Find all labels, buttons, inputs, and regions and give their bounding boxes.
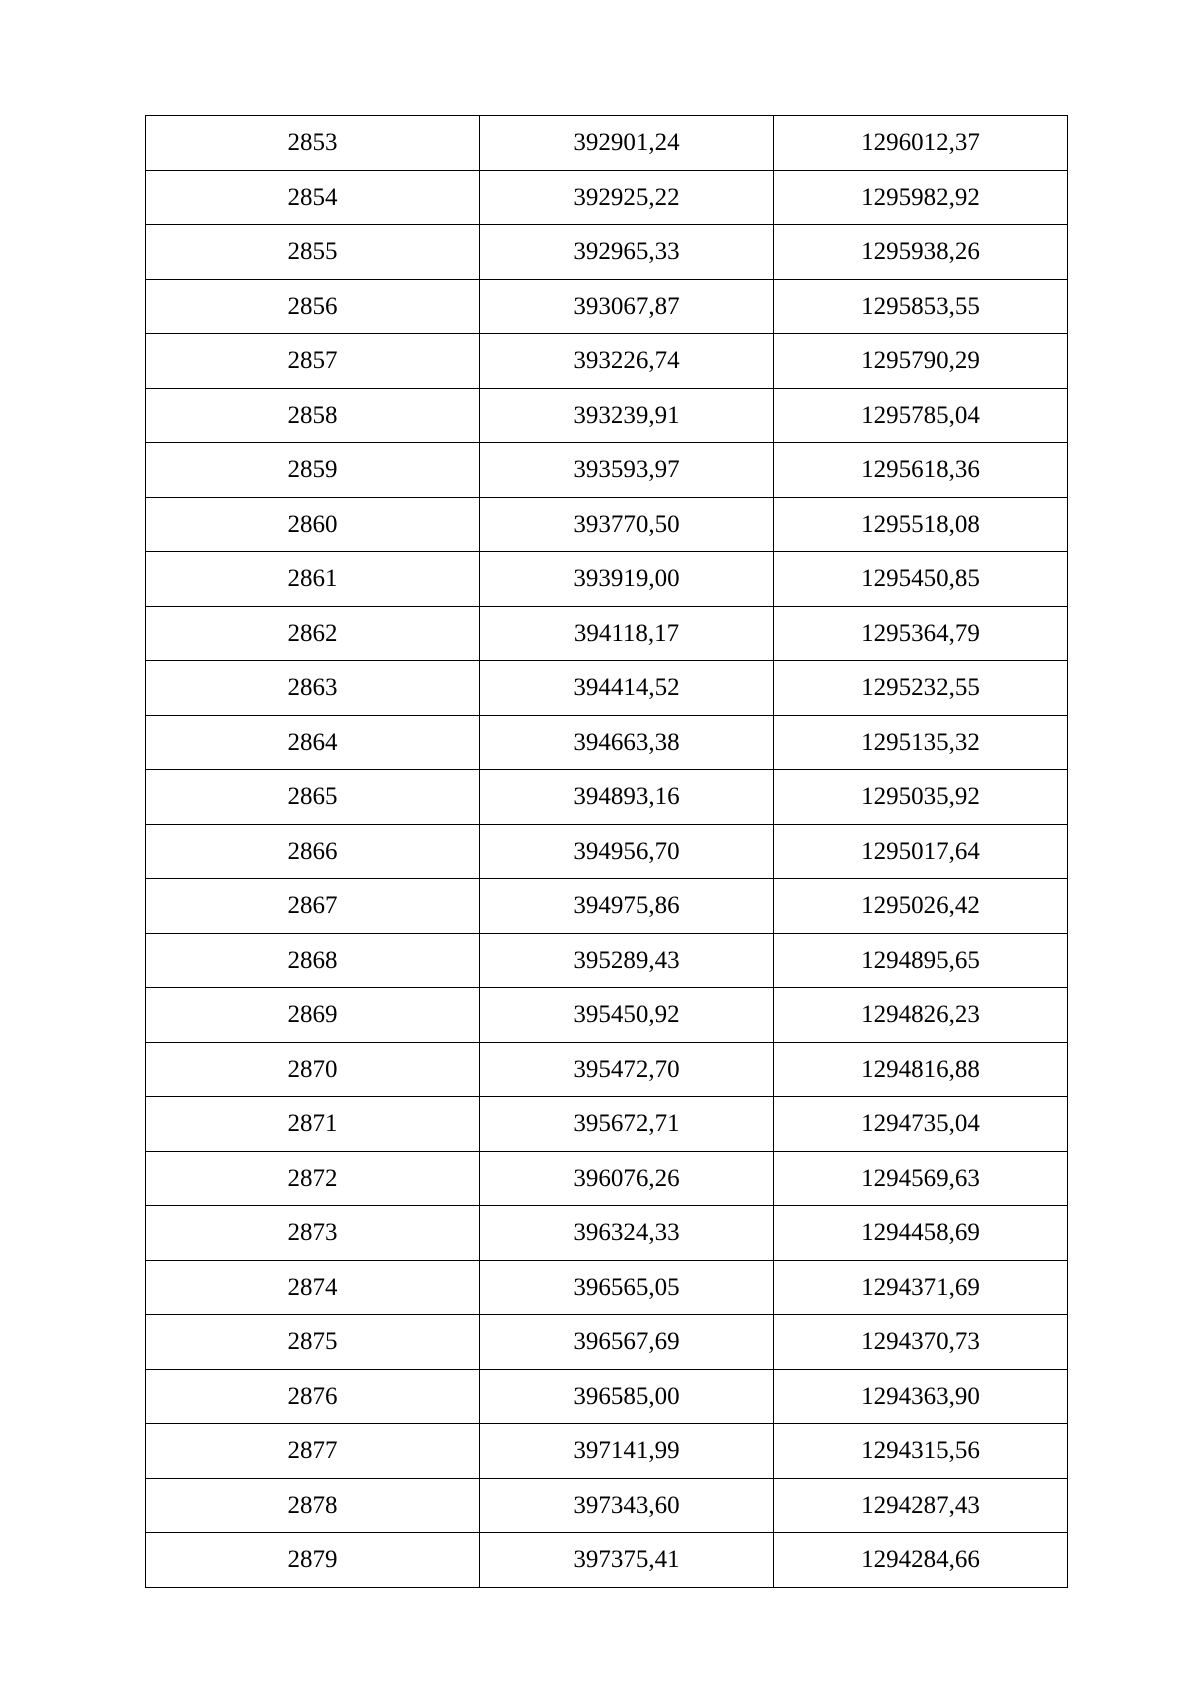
y-coordinate-cell: 1294370,73	[774, 1315, 1068, 1370]
table-row	[146, 225, 1068, 280]
table-row	[146, 933, 1068, 988]
point-number-cell: 2869	[146, 988, 480, 1043]
y-coordinate-cell: 1294371,69	[774, 1260, 1068, 1315]
table-row	[146, 1533, 1068, 1588]
point-number-cell: 2864	[146, 715, 480, 770]
point-number-cell: 2856	[146, 279, 480, 334]
point-number-cell: 2854	[146, 170, 480, 225]
table-row	[146, 552, 1068, 607]
table-row	[146, 388, 1068, 443]
point-number-cell: 2865	[146, 770, 480, 825]
y-coordinate-cell: 1295790,29	[774, 334, 1068, 389]
y-coordinate-cell: 1295135,32	[774, 715, 1068, 770]
point-number-cell: 2866	[146, 824, 480, 879]
y-coordinate-cell: 1295938,26	[774, 225, 1068, 280]
table-row	[146, 1315, 1068, 1370]
y-coordinate-cell: 1295026,42	[774, 879, 1068, 934]
table-row	[146, 661, 1068, 716]
table-row	[146, 497, 1068, 552]
point-number-cell: 2875	[146, 1315, 480, 1370]
x-coordinate-cell: 392925,22	[480, 170, 774, 225]
table-row	[146, 443, 1068, 498]
x-coordinate-cell: 395450,92	[480, 988, 774, 1043]
y-coordinate-cell: 1295035,92	[774, 770, 1068, 825]
y-coordinate-cell: 1294735,04	[774, 1097, 1068, 1152]
x-coordinate-cell: 393919,00	[480, 552, 774, 607]
coordinates-table	[145, 115, 1068, 1588]
x-coordinate-cell: 394118,17	[480, 606, 774, 661]
y-coordinate-cell: 1296012,37	[774, 116, 1068, 171]
y-coordinate-cell: 1294816,88	[774, 1042, 1068, 1097]
y-coordinate-cell: 1294315,56	[774, 1424, 1068, 1479]
table-row	[146, 1260, 1068, 1315]
table-row	[146, 1042, 1068, 1097]
x-coordinate-cell: 396324,33	[480, 1206, 774, 1261]
y-coordinate-cell: 1295853,55	[774, 279, 1068, 334]
y-coordinate-cell: 1294284,66	[774, 1533, 1068, 1588]
point-number-cell: 2855	[146, 225, 480, 280]
x-coordinate-cell: 394975,86	[480, 879, 774, 934]
y-coordinate-cell: 1295982,92	[774, 170, 1068, 225]
x-coordinate-cell: 395472,70	[480, 1042, 774, 1097]
table-row	[146, 824, 1068, 879]
point-number-cell: 2863	[146, 661, 480, 716]
x-coordinate-cell: 394956,70	[480, 824, 774, 879]
point-number-cell: 2859	[146, 443, 480, 498]
y-coordinate-cell: 1295518,08	[774, 497, 1068, 552]
table-row	[146, 1424, 1068, 1479]
point-number-cell: 2862	[146, 606, 480, 661]
table-row	[146, 715, 1068, 770]
y-coordinate-cell: 1294458,69	[774, 1206, 1068, 1261]
point-number-cell: 2867	[146, 879, 480, 934]
y-coordinate-cell: 1295618,36	[774, 443, 1068, 498]
x-coordinate-cell: 392901,24	[480, 116, 774, 171]
y-coordinate-cell: 1294287,43	[774, 1478, 1068, 1533]
point-number-cell: 2853	[146, 116, 480, 171]
x-coordinate-cell: 393770,50	[480, 497, 774, 552]
x-coordinate-cell: 394414,52	[480, 661, 774, 716]
y-coordinate-cell: 1295450,85	[774, 552, 1068, 607]
table-row	[146, 606, 1068, 661]
x-coordinate-cell: 397343,60	[480, 1478, 774, 1533]
point-number-cell: 2874	[146, 1260, 480, 1315]
table-row	[146, 334, 1068, 389]
x-coordinate-cell: 396565,05	[480, 1260, 774, 1315]
point-number-cell: 2876	[146, 1369, 480, 1424]
point-number-cell: 2858	[146, 388, 480, 443]
y-coordinate-cell: 1295232,55	[774, 661, 1068, 716]
y-coordinate-cell: 1295017,64	[774, 824, 1068, 879]
x-coordinate-cell: 396585,00	[480, 1369, 774, 1424]
y-coordinate-cell: 1294826,23	[774, 988, 1068, 1043]
point-number-cell: 2879	[146, 1533, 480, 1588]
table-row	[146, 988, 1068, 1043]
y-coordinate-cell: 1294895,65	[774, 933, 1068, 988]
point-number-cell: 2870	[146, 1042, 480, 1097]
y-coordinate-cell: 1294363,90	[774, 1369, 1068, 1424]
coordinates-table-body	[146, 116, 1068, 1588]
y-coordinate-cell: 1294569,63	[774, 1151, 1068, 1206]
point-number-cell: 2857	[146, 334, 480, 389]
x-coordinate-cell: 392965,33	[480, 225, 774, 280]
x-coordinate-cell: 393239,91	[480, 388, 774, 443]
table-row	[146, 279, 1068, 334]
x-coordinate-cell: 397141,99	[480, 1424, 774, 1479]
point-number-cell: 2861	[146, 552, 480, 607]
table-row	[146, 1478, 1068, 1533]
table-row	[146, 116, 1068, 171]
x-coordinate-cell: 394663,38	[480, 715, 774, 770]
x-coordinate-cell: 393593,97	[480, 443, 774, 498]
table-row	[146, 1097, 1068, 1152]
table-row	[146, 170, 1068, 225]
point-number-cell: 2868	[146, 933, 480, 988]
x-coordinate-cell: 393067,87	[480, 279, 774, 334]
table-row	[146, 1206, 1068, 1261]
table-row	[146, 879, 1068, 934]
point-number-cell: 2873	[146, 1206, 480, 1261]
x-coordinate-cell: 396076,26	[480, 1151, 774, 1206]
point-number-cell: 2872	[146, 1151, 480, 1206]
y-coordinate-cell: 1295364,79	[774, 606, 1068, 661]
point-number-cell: 2871	[146, 1097, 480, 1152]
x-coordinate-cell: 395289,43	[480, 933, 774, 988]
x-coordinate-cell: 397375,41	[480, 1533, 774, 1588]
table-row	[146, 1369, 1068, 1424]
table-row	[146, 1151, 1068, 1206]
point-number-cell: 2878	[146, 1478, 480, 1533]
y-coordinate-cell: 1295785,04	[774, 388, 1068, 443]
x-coordinate-cell: 395672,71	[480, 1097, 774, 1152]
x-coordinate-cell: 396567,69	[480, 1315, 774, 1370]
x-coordinate-cell: 394893,16	[480, 770, 774, 825]
point-number-cell: 2860	[146, 497, 480, 552]
x-coordinate-cell: 393226,74	[480, 334, 774, 389]
point-number-cell: 2877	[146, 1424, 480, 1479]
table-row	[146, 770, 1068, 825]
